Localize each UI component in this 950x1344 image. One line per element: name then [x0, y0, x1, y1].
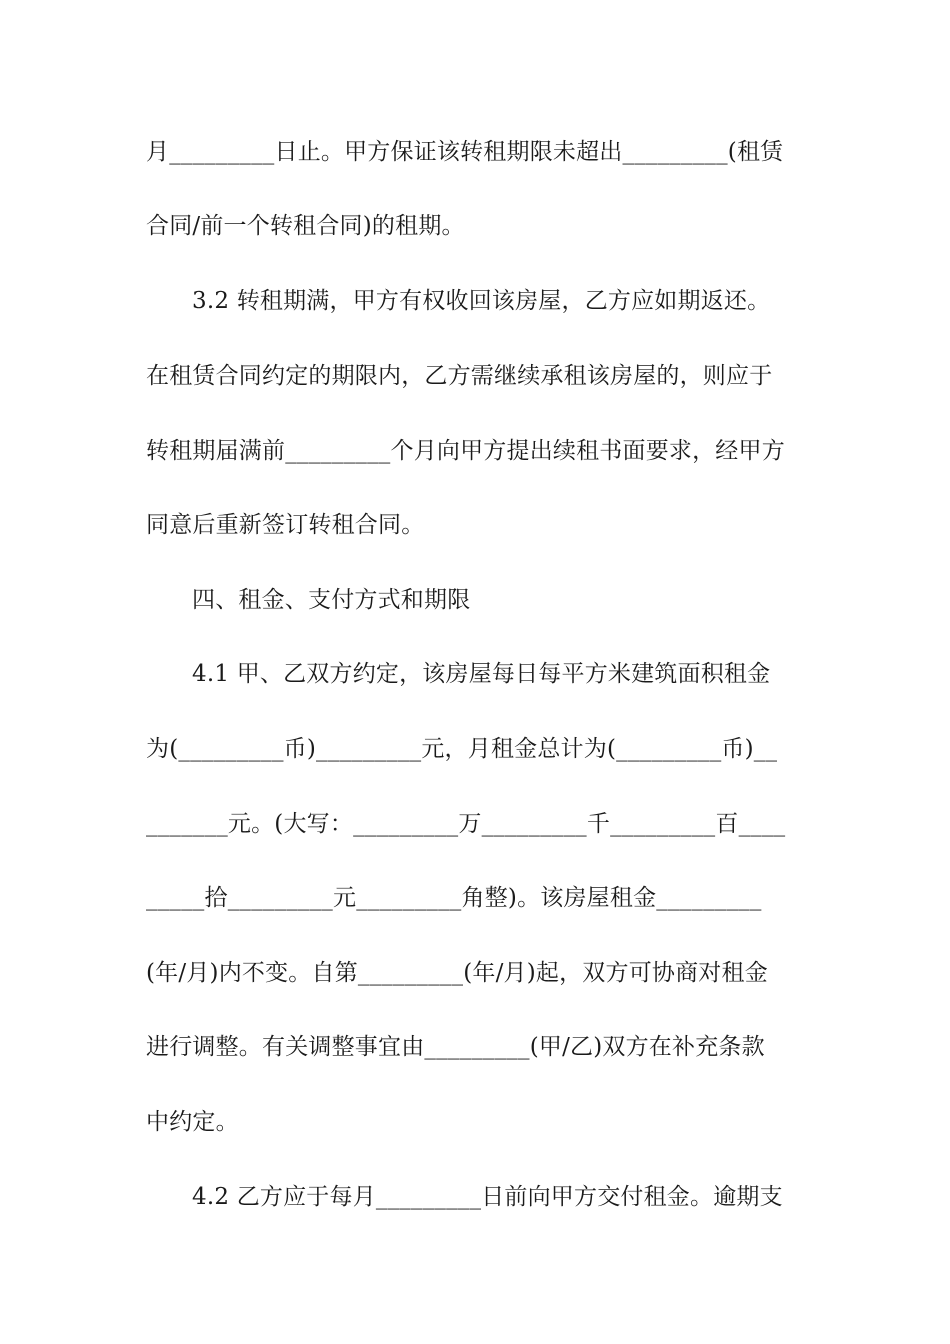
text-line: 进行调整。有关调整事宜由_________(甲/乙)双方在补充条款 — [146, 1034, 765, 1060]
text-line: 同意后重新签订转租合同。 — [146, 512, 425, 538]
clause-4-2: 4.2 乙方应于每月_________日前向甲方交付租金。逾期支 — [192, 1184, 783, 1210]
section-heading-4: 四、租金、支付方式和期限 — [192, 587, 471, 613]
text-line: _______元。(大写：_________万_________千_________百____ — [146, 811, 786, 837]
text-line: 在租赁合同约定的期限内，乙方需继续承租该房屋的，则应于 — [146, 363, 773, 389]
text-line: _____拾_________元_________角整)。该房屋租金_________ — [146, 885, 762, 911]
clause-3-2: 3.2 转租期满，甲方有权收回该房屋，乙方应如期返还。 — [192, 288, 771, 314]
text-line: (年/月)内不变。自第_________(年/月)起，双方可协商对租金 — [146, 960, 768, 986]
text-line: 合同/前一个转租合同)的租期。 — [146, 213, 465, 239]
text-line: 月_________日止。甲方保证该转租期限未超出_________(租赁 — [146, 139, 784, 165]
clause-4-1: 4.1 甲、乙双方约定，该房屋每日每平方米建筑面积租金 — [192, 661, 771, 687]
text-line: 转租期届满前_________个月向甲方提出续租书面要求，经甲方 — [146, 438, 785, 464]
text-line: 中约定。 — [146, 1109, 239, 1135]
text-line: 为(_________币)_________元，月租金总计为(_________币)__ — [146, 736, 778, 762]
